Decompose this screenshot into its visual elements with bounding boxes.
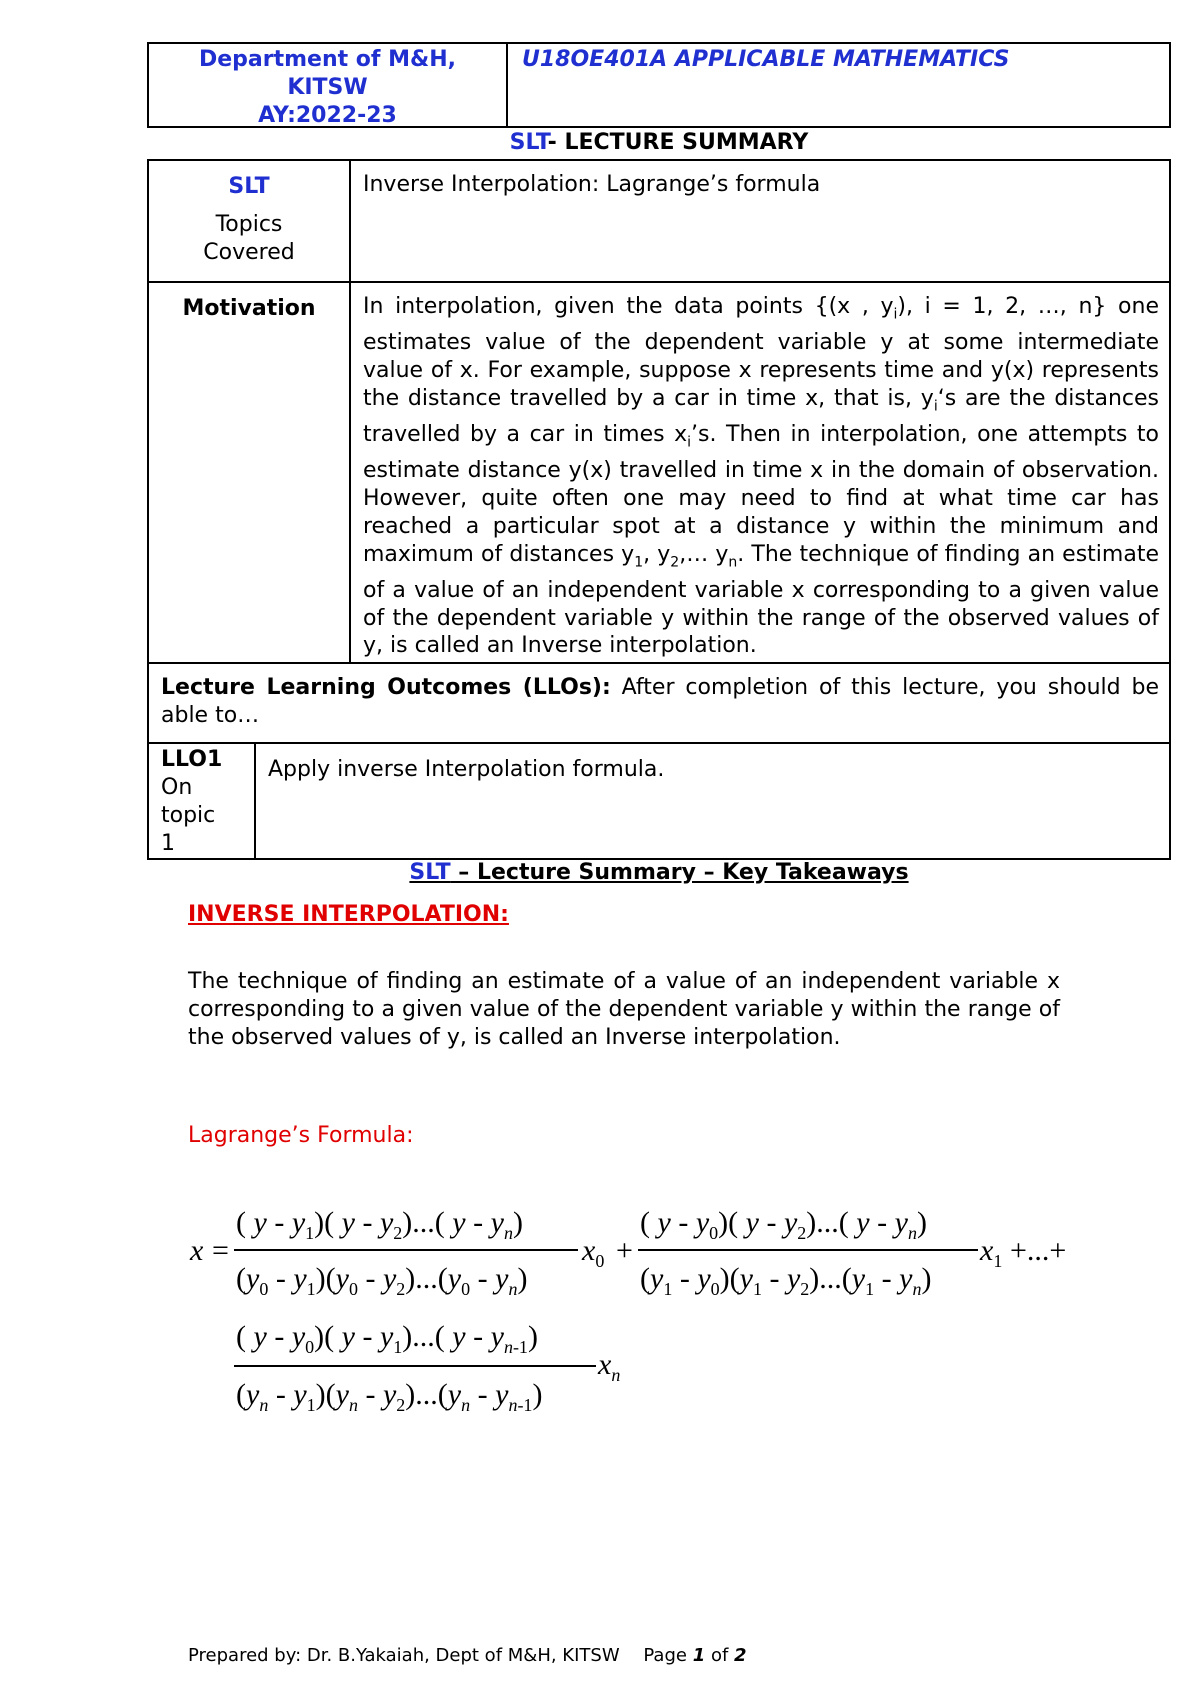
covered-label: Covered bbox=[203, 239, 295, 265]
llo1-num: 1 bbox=[161, 831, 175, 857]
llo1-on: On bbox=[161, 775, 193, 801]
definition-paragraph: The technique of finding an estimate of a value of an independent variable x corresponding to a given value of the dependent variable y within the range of the observed values of y, is called an Inverse interpolation. bbox=[188, 969, 1060, 1050]
academic-year: AY:2022-23 bbox=[258, 103, 397, 128]
llo1-code: LLO1 bbox=[161, 747, 223, 773]
lecture-summary-title bbox=[147, 130, 1171, 155]
motivation-row bbox=[148, 282, 1170, 663]
svg-text:(yn - y1)(yn - y2)...(yn - yn-: $(y_n - y_1)(y_n - y_2)...(y_n - y_n-1)$ bbox=[236, 1378, 543, 1415]
slt-topics-label: SLT bbox=[228, 174, 270, 199]
llo-intro-heading: Lecture Learning Outcomes (LLOs): bbox=[161, 675, 611, 701]
page-number: 1 bbox=[692, 1645, 706, 1666]
svg-text:( y - y0)( y - y2)...( y - yn): ( y - $y_0$)( y - $y_2$)...( y - $y_n$) bbox=[640, 1206, 927, 1243]
institute-name: KITSW bbox=[287, 75, 368, 100]
svg-text:x1: $x_1$ bbox=[980, 1234, 1003, 1271]
page-label: Page bbox=[643, 1645, 687, 1666]
summary-table bbox=[147, 159, 1171, 860]
svg-text:+: + bbox=[616, 1234, 633, 1267]
motivation-label: Motivation bbox=[148, 282, 350, 663]
llo1-text: Apply inverse Interpolation formula. bbox=[268, 757, 665, 783]
topics-label: Topics bbox=[215, 211, 283, 237]
slt-takeaways-label: SLT bbox=[409, 860, 451, 885]
department-name: Department of M&H, bbox=[198, 47, 457, 72]
llo-intro bbox=[148, 663, 1170, 743]
llo1-container bbox=[148, 743, 1170, 859]
svg-text:x0: $x_0$ bbox=[582, 1234, 605, 1271]
topics-row bbox=[148, 160, 1170, 282]
llo1-label-cell bbox=[149, 744, 255, 858]
page-footer bbox=[188, 1645, 747, 1666]
llo-intro-text: After completion of this lecture, you should be able to… bbox=[161, 675, 1160, 728]
motivation-text: In interpolation, given the data points {(x , $y_i$), i = 1, 2, …, n} one estimates value of the dependent variable y at some intermediate value of x. For example, suppose x represents time and y(x) represents the distance travelled by a car in time x, that is, $y_i‘s$ are the distances travelled by a car in times $x_i’s$. Then in interpolation, one attempts to estimate distance y(x) travelled in time x in the domain of observation. However, quite often one may need to find at what time car has reached a particular spot at a distance y within the minimum and maximum of distances $y_1$, $y_2,\dots$ $y_n$. The technique of finding an estimate of a value of an independent variable x corresponding to a given value of the dependent variable y within the range of the observed values of y, is called an Inverse interpolation. bbox=[350, 282, 1170, 663]
llo1-row bbox=[148, 743, 1170, 859]
svg-text:x: x bbox=[190, 1234, 204, 1267]
topics-label-cell bbox=[148, 160, 350, 282]
llo-intro-row bbox=[148, 663, 1170, 743]
takeaways-title-text: – Lecture Summary – Key Takeaways bbox=[450, 860, 909, 885]
svg-text:xn: $x_n$ bbox=[598, 1348, 621, 1385]
svg-text:=: = bbox=[212, 1234, 229, 1267]
course-title: U18OE401A APPLICABLE MATHEMATICS bbox=[522, 47, 1010, 72]
topics-value: Inverse Interpolation: Lagrange’s formula bbox=[350, 160, 1170, 282]
svg-text:(y1 - y0)(y1 - y2)...(y1 - yn): $(y_1 - y_0)(y_1 - y_2)...(y_1 - y_n)$ bbox=[640, 1262, 932, 1299]
page-total: 2 bbox=[734, 1645, 747, 1666]
svg-text:( y - y0)( y - y1)...( y - yn-: ( y - $y_0$)( y - $y_1$)...( y - $y_n-1$) bbox=[236, 1320, 538, 1357]
svg-text:(y0 - y1)(y0 - y2)...(y0 - yn): $(y_0 - y_1)(y_0 - y_2)...(y_0 - y_n)$ bbox=[236, 1262, 528, 1299]
section-heading: INVERSE INTERPOLATION: bbox=[188, 902, 509, 927]
svg-text:( y - y1)( y - y2)...( y - yn): ( y - $y_1$)( y - $y_2$)...( y - $y_n$) bbox=[236, 1206, 523, 1243]
lagrange-formula bbox=[188, 1196, 1068, 1456]
lagrange-heading: Lagrange’s Formula: bbox=[188, 1123, 414, 1148]
svg-text:+...+: +...+ bbox=[1010, 1234, 1067, 1267]
slt-label: SLT bbox=[509, 130, 548, 155]
prepared-by: Prepared by: Dr. B.Yakaiah, Dept of M&H, KITSW bbox=[188, 1645, 620, 1666]
llo1-topic: topic bbox=[161, 803, 216, 829]
department-cell bbox=[149, 44, 508, 126]
key-takeaways-title bbox=[147, 860, 1171, 885]
header-box bbox=[147, 42, 1171, 128]
summary-title-text: - LECTURE SUMMARY bbox=[547, 130, 809, 155]
of-label: of bbox=[710, 1645, 729, 1666]
